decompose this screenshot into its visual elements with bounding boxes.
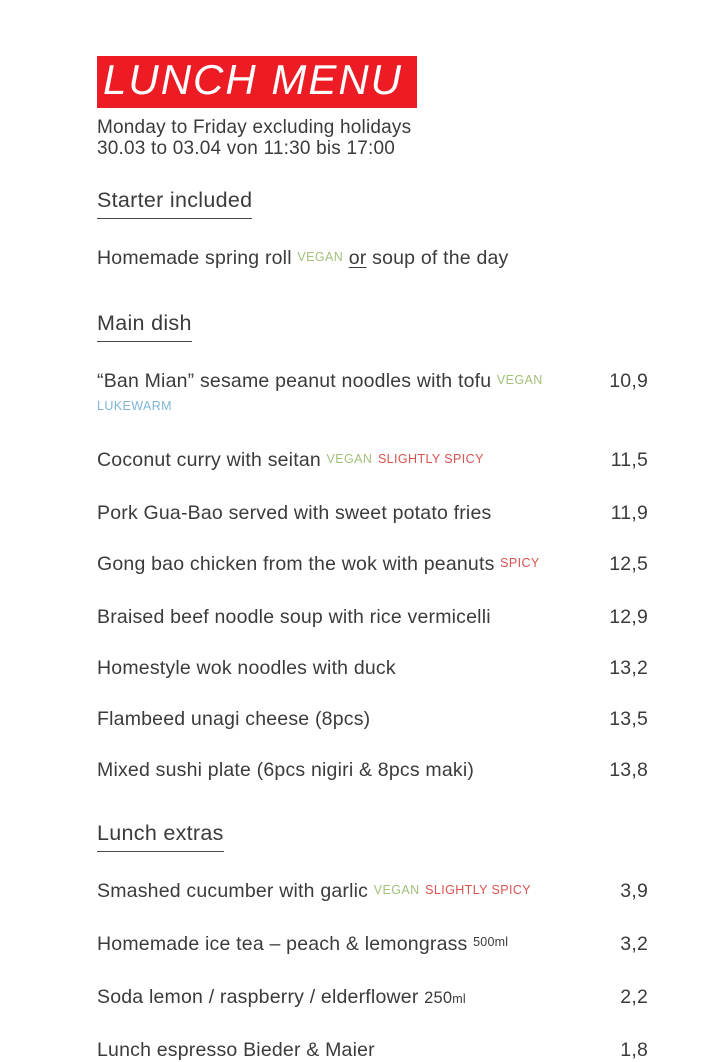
item-name <box>97 605 491 629</box>
menu-item-row <box>97 501 648 525</box>
spicy-tag: SLIGHTLY SPICY <box>377 452 484 467</box>
item-price: 1,8 <box>620 1039 648 1062</box>
item-name <box>97 707 370 731</box>
menu-item-row <box>97 758 648 782</box>
item-price: 3,2 <box>620 933 648 956</box>
page-title: LUNCH MENU <box>103 56 404 103</box>
vegan-tag: VEGAN <box>496 373 543 388</box>
spicy-tag: SPICY <box>500 556 540 571</box>
item-price: 11,5 <box>610 449 648 472</box>
menu-item-row <box>97 1038 648 1062</box>
item-price: 10,9 <box>609 370 648 393</box>
vegan-tag: VEGAN <box>373 883 420 898</box>
menu-item-row <box>97 932 648 958</box>
menu-item-row <box>97 448 648 474</box>
item-price: 13,5 <box>609 708 648 731</box>
item-text: Coconut curry with seitan <box>97 449 327 472</box>
item-text: Pork Gua-Bao served with sweet potato fries <box>97 502 492 525</box>
item-price: 2,2 <box>620 986 648 1009</box>
menu-item-row <box>97 707 648 731</box>
menu-item-row <box>97 246 648 272</box>
spicy-tag: SLIGHTLY SPICY <box>425 883 532 898</box>
subtitle-line-2: 30.03 to 03.04 von 11:30 bis 17:00 <box>97 138 396 160</box>
section-heading: Lunch extras <box>97 821 224 852</box>
item-text: “Ban Mian” sesame peanut noodles with tofu <box>97 370 497 393</box>
item-price: 13,2 <box>609 657 648 680</box>
item-text: Gong bao chicken from the wok with peanuts <box>97 553 501 576</box>
item-price: 11,9 <box>610 502 648 525</box>
or-conjunction: or <box>348 247 367 270</box>
menu-item-row <box>97 552 648 578</box>
item-text: Homestyle wok noodles with duck <box>97 657 396 680</box>
item-name <box>97 448 484 474</box>
item-name <box>97 552 540 578</box>
item-text: Lunch espresso Bieder & Maier <box>97 1039 375 1062</box>
item-name <box>97 932 508 958</box>
item-text: Soda lemon / raspberry / elderflower <box>97 986 425 1009</box>
menu-subtitle <box>97 117 648 159</box>
item-name <box>97 985 466 1011</box>
item-text: Braised beef noodle soup with rice vermicelli <box>97 606 491 629</box>
menu-item-row <box>97 369 648 421</box>
item-text: Homemade ice tea – peach & lemongrass <box>97 933 474 956</box>
item-text: Homemade spring roll <box>97 247 298 270</box>
item-name <box>97 369 593 421</box>
size-label: 250 <box>424 989 453 1008</box>
size-label: ml <box>452 992 466 1007</box>
menu-section <box>97 821 648 1062</box>
subtitle-line-1: Monday to Friday excluding holidays <box>97 117 412 139</box>
item-name <box>97 1038 375 1062</box>
menu-item-row <box>97 879 648 905</box>
size-label: 500ml <box>473 935 509 950</box>
menu-item-row <box>97 985 648 1011</box>
menu-section <box>97 311 648 782</box>
title-banner <box>97 56 417 108</box>
section-heading: Starter included <box>97 188 252 219</box>
menu-header <box>97 56 648 159</box>
menu-item-row <box>97 656 648 680</box>
item-text: Flambeed unagi cheese (8pcs) <box>97 708 371 731</box>
vegan-tag: VEGAN <box>297 250 344 265</box>
item-name <box>97 246 508 272</box>
item-price: 12,5 <box>609 553 648 576</box>
item-price: 12,9 <box>609 606 648 629</box>
item-name <box>97 758 474 782</box>
menu-section <box>97 188 648 272</box>
section-heading: Main dish <box>97 311 192 342</box>
item-price: 3,9 <box>620 880 648 903</box>
vegan-tag: VEGAN <box>326 452 373 467</box>
lukewarm-tag: LUKEWARM <box>97 399 172 414</box>
item-text: Mixed sushi plate (6pcs nigiri & 8pcs maki) <box>97 759 475 782</box>
item-price: 13,8 <box>609 759 648 782</box>
item-name <box>97 656 396 680</box>
item-name <box>97 501 491 525</box>
menu-item-row <box>97 605 648 629</box>
item-text: soup of the day <box>366 247 509 270</box>
menu-sections <box>97 188 648 1062</box>
item-text: Smashed cucumber with garlic <box>97 880 374 903</box>
item-name <box>97 879 531 905</box>
